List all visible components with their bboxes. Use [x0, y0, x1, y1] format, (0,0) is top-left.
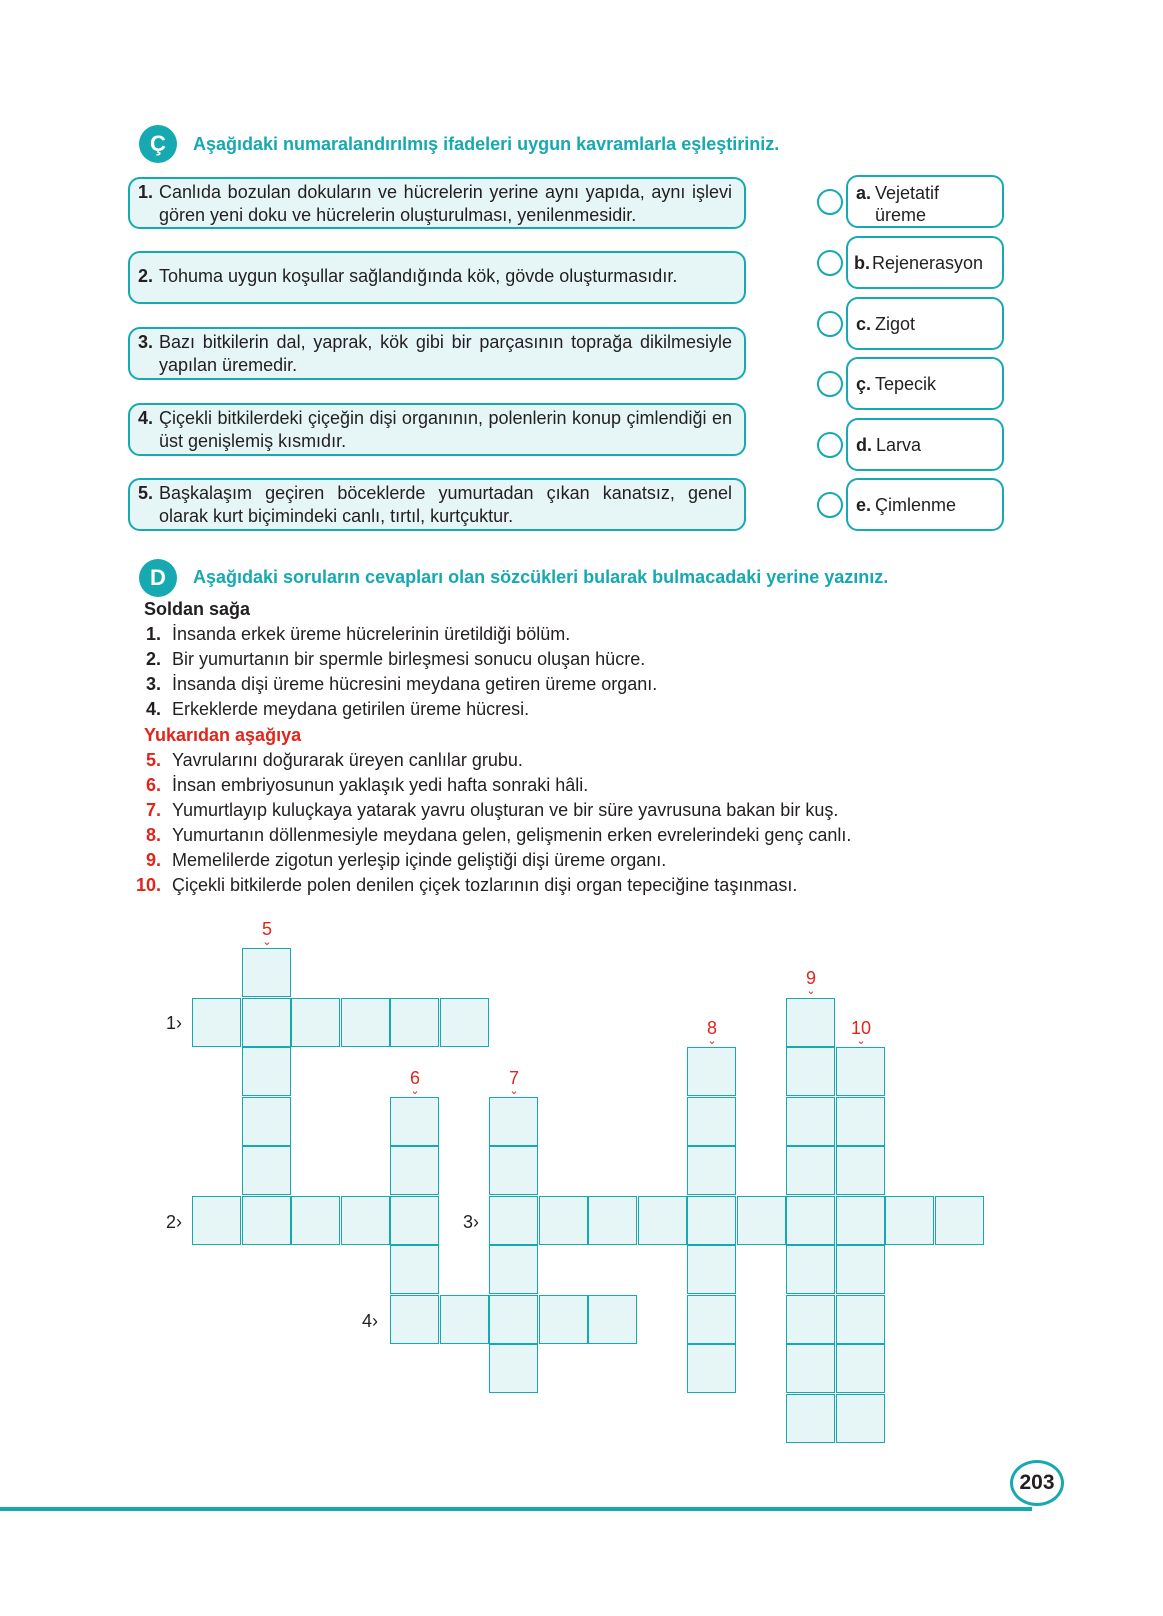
crossword-cell[interactable]	[291, 998, 340, 1047]
answer-circle-cc[interactable]	[817, 371, 843, 397]
option-d	[846, 418, 1004, 471]
clue-text: Yumurtanın döllenmesiyle meydana gelen, gelişmenin erken evrelerindeki genç canlı.	[172, 825, 852, 845]
crossword-cell[interactable]	[242, 1146, 291, 1195]
answer-circle-c[interactable]	[817, 311, 843, 337]
crossword-cell[interactable]	[836, 1196, 885, 1245]
statement-3	[128, 327, 746, 380]
crossword-cell[interactable]	[885, 1196, 934, 1245]
down-label-7	[499, 1069, 529, 1095]
across-heading: Soldan sağa	[144, 599, 251, 619]
crossword-cell[interactable]	[390, 998, 439, 1047]
crossword-cell[interactable]	[539, 1196, 588, 1245]
down-label-10	[845, 1019, 877, 1045]
crossword-cell[interactable]	[786, 1295, 835, 1344]
clue-number: 3.	[145, 674, 161, 694]
clue-number: 4.	[145, 699, 161, 719]
crossword-cell[interactable]	[786, 1047, 835, 1096]
option-text: Vejetatif üreme	[875, 183, 940, 225]
down-clue-10	[135, 875, 798, 896]
clue-number: 5.	[145, 750, 161, 770]
crossword-cell[interactable]	[192, 998, 241, 1047]
option-c	[846, 297, 1004, 350]
clue-text: İnsanda erkek üreme hücrelerinin üretildiği bölüm.	[172, 624, 571, 644]
crossword-cell[interactable]	[786, 1097, 835, 1146]
option-text: Tepecik	[875, 373, 937, 394]
option-letter: d.	[856, 434, 872, 455]
crossword-cell[interactable]	[489, 1245, 538, 1294]
crossword-cell[interactable]	[390, 1196, 439, 1245]
crossword-cell[interactable]	[786, 1196, 835, 1245]
clue-text: İnsan embriyosunun yaklaşık yedi hafta sonraki hâli.	[172, 775, 589, 795]
crossword-cell[interactable]	[737, 1196, 786, 1245]
crossword-cell[interactable]	[291, 1196, 340, 1245]
answer-circle-d[interactable]	[817, 432, 843, 458]
clue-number: 1.	[145, 624, 161, 644]
crossword-cell[interactable]	[687, 1196, 736, 1245]
statement-text: Bazı bitkilerin dal, yaprak, kök gibi bir parçasının toprağa dikilmesiyle yapılan üremedir.	[159, 332, 732, 375]
statement-number: 5.	[138, 483, 154, 503]
clue-text: Yumurtlayıp kuluçkaya yatarak yavru oluşturan ve bir süre yavrusuna bakan bir kuş.	[172, 800, 839, 820]
statement-4	[128, 403, 746, 456]
crossword-cell[interactable]	[489, 1344, 538, 1393]
down-arrow-icon: ⌄	[509, 1085, 519, 1097]
crossword-cell[interactable]	[341, 1196, 390, 1245]
down-label-6	[400, 1069, 430, 1095]
crossword-cell[interactable]	[192, 1196, 241, 1245]
crossword-cell[interactable]	[440, 1295, 489, 1344]
page-number: 203	[1010, 1460, 1064, 1506]
crossword-cell[interactable]	[836, 1245, 885, 1294]
answer-circle-e[interactable]	[817, 492, 843, 518]
crossword-cell[interactable]	[242, 1097, 291, 1146]
option-text: Larva	[876, 434, 922, 455]
across-clue-1	[145, 624, 571, 645]
crossword-cell[interactable]	[242, 1196, 291, 1245]
crossword-cell[interactable]	[440, 998, 489, 1047]
option-a	[846, 175, 1004, 228]
crossword-cell[interactable]	[687, 1047, 736, 1096]
crossword-cell[interactable]	[836, 1146, 885, 1195]
down-arrow-icon: ⌄	[262, 936, 272, 948]
clue-number: 2.	[145, 649, 161, 669]
section-d-badge: D	[139, 559, 177, 597]
down-clue-8	[145, 825, 852, 846]
option-e	[846, 478, 1004, 531]
answer-circle-b[interactable]	[817, 250, 843, 276]
down-clue-7	[145, 800, 839, 821]
clue-text: İnsanda dişi üreme hücresini meydana getiren üreme organı.	[172, 674, 658, 694]
option-letter: ç.	[856, 373, 872, 394]
section-c-instruction: Aşağıdaki numaralandırılmış ifadeleri uygun kavramlarla eşleştiriniz.	[193, 134, 780, 154]
across-label-1: 1›	[166, 1013, 183, 1033]
crossword-cell[interactable]	[836, 1097, 885, 1146]
crossword-cell[interactable]	[489, 1097, 538, 1146]
statement-1	[128, 177, 746, 229]
clue-text: Yavrularını doğurarak üreyen canlılar grubu.	[172, 750, 523, 770]
down-arrow-icon: ⌄	[806, 985, 816, 997]
crossword-cell[interactable]	[242, 948, 291, 997]
clue-text: Çiçekli bitkilerde polen denilen çiçek tozlarının dişi organ tepeciğine taşınması.	[172, 875, 798, 895]
statement-5	[128, 478, 746, 531]
clue-number: 8.	[145, 825, 161, 845]
statement-2	[128, 251, 746, 304]
crossword-cell[interactable]	[390, 1245, 439, 1294]
crossword-cell[interactable]	[390, 1295, 439, 1344]
crossword-cell[interactable]	[935, 1196, 984, 1245]
crossword-cell[interactable]	[242, 1047, 291, 1096]
statement-number: 2.	[138, 266, 154, 286]
crossword-cell[interactable]	[786, 1245, 835, 1294]
crossword-cell[interactable]	[638, 1196, 687, 1245]
statement-text: Başkalaşım geçiren böceklerde yumurtadan çıkan kanatsız, genel olarak kurt biçimindeki canlı, tırtıl, kurtçuktur.	[159, 483, 732, 526]
down-label-number: 6	[409, 1068, 420, 1088]
across-label-4: 4›	[362, 1311, 379, 1331]
option-text: Rejenerasyon	[872, 252, 984, 273]
down-clue-6	[145, 775, 589, 796]
option-letter: b.	[854, 252, 870, 273]
down-arrow-icon: ⌄	[410, 1085, 420, 1097]
crossword-cell[interactable]	[390, 1097, 439, 1146]
crossword-cell[interactable]	[687, 1097, 736, 1146]
crossword-cell[interactable]	[489, 1146, 538, 1195]
crossword-cell[interactable]	[836, 1394, 885, 1443]
crossword-cell[interactable]	[390, 1146, 439, 1195]
statement-number: 3.	[138, 332, 154, 352]
across-label-3: 3›	[463, 1212, 480, 1232]
down-label-5	[252, 920, 282, 946]
crossword-cell[interactable]	[786, 1344, 835, 1393]
crossword-cell[interactable]	[786, 1394, 835, 1443]
statement-text: Çiçekli bitkilerdeki çiçeğin dişi organının, polenlerin konup çimlendiği en üst genişlemiş kısmıdır.	[159, 408, 732, 451]
crossword-cell[interactable]	[687, 1146, 736, 1195]
crossword-cell[interactable]	[489, 1295, 538, 1344]
section-d-instruction: Aşağıdaki soruların cevapları olan sözcükleri bularak bulmacadaki yerine yazınız.	[193, 567, 889, 587]
clue-text: Memelilerde zigotun yerleşip içinde geliştiği dişi üreme organı.	[172, 850, 667, 870]
crossword-cell[interactable]	[836, 1047, 885, 1096]
down-label-number: 5	[261, 919, 272, 939]
crossword-cell[interactable]	[539, 1295, 588, 1344]
crossword-cell[interactable]	[687, 1344, 736, 1393]
down-heading: Yukarıdan aşağıya	[144, 725, 302, 745]
option-b	[846, 236, 1004, 289]
across-clue-2	[145, 649, 646, 670]
option-text: Zigot	[875, 313, 916, 334]
down-label-number: 7	[508, 1068, 519, 1088]
down-label-number: 9	[805, 968, 816, 988]
down-arrow-icon: ⌄	[707, 1035, 717, 1047]
statement-text: Canlıda bozulan dokuların ve hücrelerin yerine aynı yapıda, aynı işlevi gören yeni doku ve hücrelerin oluşturulması, yenilenmesidir.	[159, 182, 732, 225]
crossword-cell[interactable]	[786, 1146, 835, 1195]
down-arrow-icon: ⌄	[856, 1035, 866, 1047]
clue-number: 6.	[145, 775, 161, 795]
crossword-cell[interactable]	[489, 1196, 538, 1245]
crossword-cell[interactable]	[588, 1295, 637, 1344]
down-label-9	[796, 969, 826, 995]
across-clue-4	[145, 699, 530, 720]
statement-number: 4.	[138, 408, 154, 428]
option-letter: a.	[856, 183, 872, 203]
crossword-cell[interactable]	[341, 998, 390, 1047]
clue-number: 7.	[145, 800, 161, 820]
crossword-cell[interactable]	[836, 1344, 885, 1393]
crossword-cell[interactable]	[588, 1196, 637, 1245]
down-clue-5	[145, 750, 523, 771]
down-label-number: 10	[850, 1018, 872, 1038]
crossword-cell[interactable]	[242, 998, 291, 1047]
statement-text: Tohuma uygun koşullar sağlandığında kök, gövde oluşturmasıdır.	[159, 266, 678, 286]
across-label-2: 2›	[166, 1212, 183, 1232]
clue-text: Bir yumurtanın bir spermle birleşmesi sonucu oluşan hücre.	[172, 649, 646, 669]
down-label-8	[697, 1019, 727, 1045]
option-text: Çimlenme	[875, 494, 957, 515]
crossword-cell[interactable]	[687, 1295, 736, 1344]
section-c-badge: Ç	[139, 125, 177, 163]
down-label-number: 8	[706, 1018, 717, 1038]
footer-line	[0, 1507, 1032, 1511]
down-clue-9	[145, 850, 667, 871]
crossword-cell[interactable]	[836, 1295, 885, 1344]
clue-number: 9.	[145, 850, 161, 870]
answer-circle-a[interactable]	[817, 189, 843, 215]
crossword-cell[interactable]	[786, 998, 835, 1047]
statement-number: 1.	[138, 182, 154, 202]
across-clue-3	[145, 674, 658, 695]
option-letter: e.	[856, 494, 872, 515]
clue-text: Erkeklerde meydana getirilen üreme hücresi.	[172, 699, 530, 719]
crossword-cell[interactable]	[687, 1245, 736, 1294]
option-letter: c.	[856, 313, 872, 334]
clue-number: 10.	[135, 875, 161, 895]
option-cc	[846, 357, 1004, 410]
